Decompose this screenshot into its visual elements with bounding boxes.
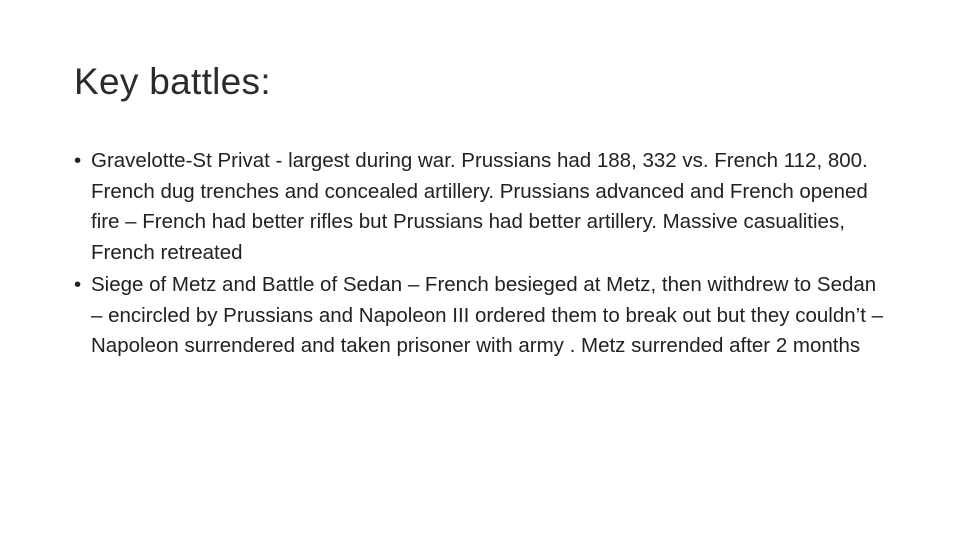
bullet-text: Siege of Metz and Battle of Sedan – French besieged at Metz, then withdrew to Sedan – encircled by Prussians and Napoleon III ordered them to break out but they couldn’t – Napoleon surrendered and taken prisoner with army . Metz surrended after 2 months	[91, 273, 884, 357]
bullet-dot-icon: •	[74, 273, 82, 296]
bullet-text: Gravelotte-St Privat - largest during war. Prussians had 188, 332 vs. French 112, 800. French dug trenches and concealed artillery. Prussians advanced and French opened fire – French had better rifles but Prussians had better artillery. Massive casualities, French retreated	[91, 149, 868, 264]
slide-title: Key battles:	[74, 61, 271, 102]
bullet-list	[74, 146, 884, 364]
bullet-dot-icon: •	[74, 149, 82, 172]
bullet-item-metz-sedan	[74, 270, 884, 362]
bullet-item-gravelotte	[74, 146, 884, 268]
